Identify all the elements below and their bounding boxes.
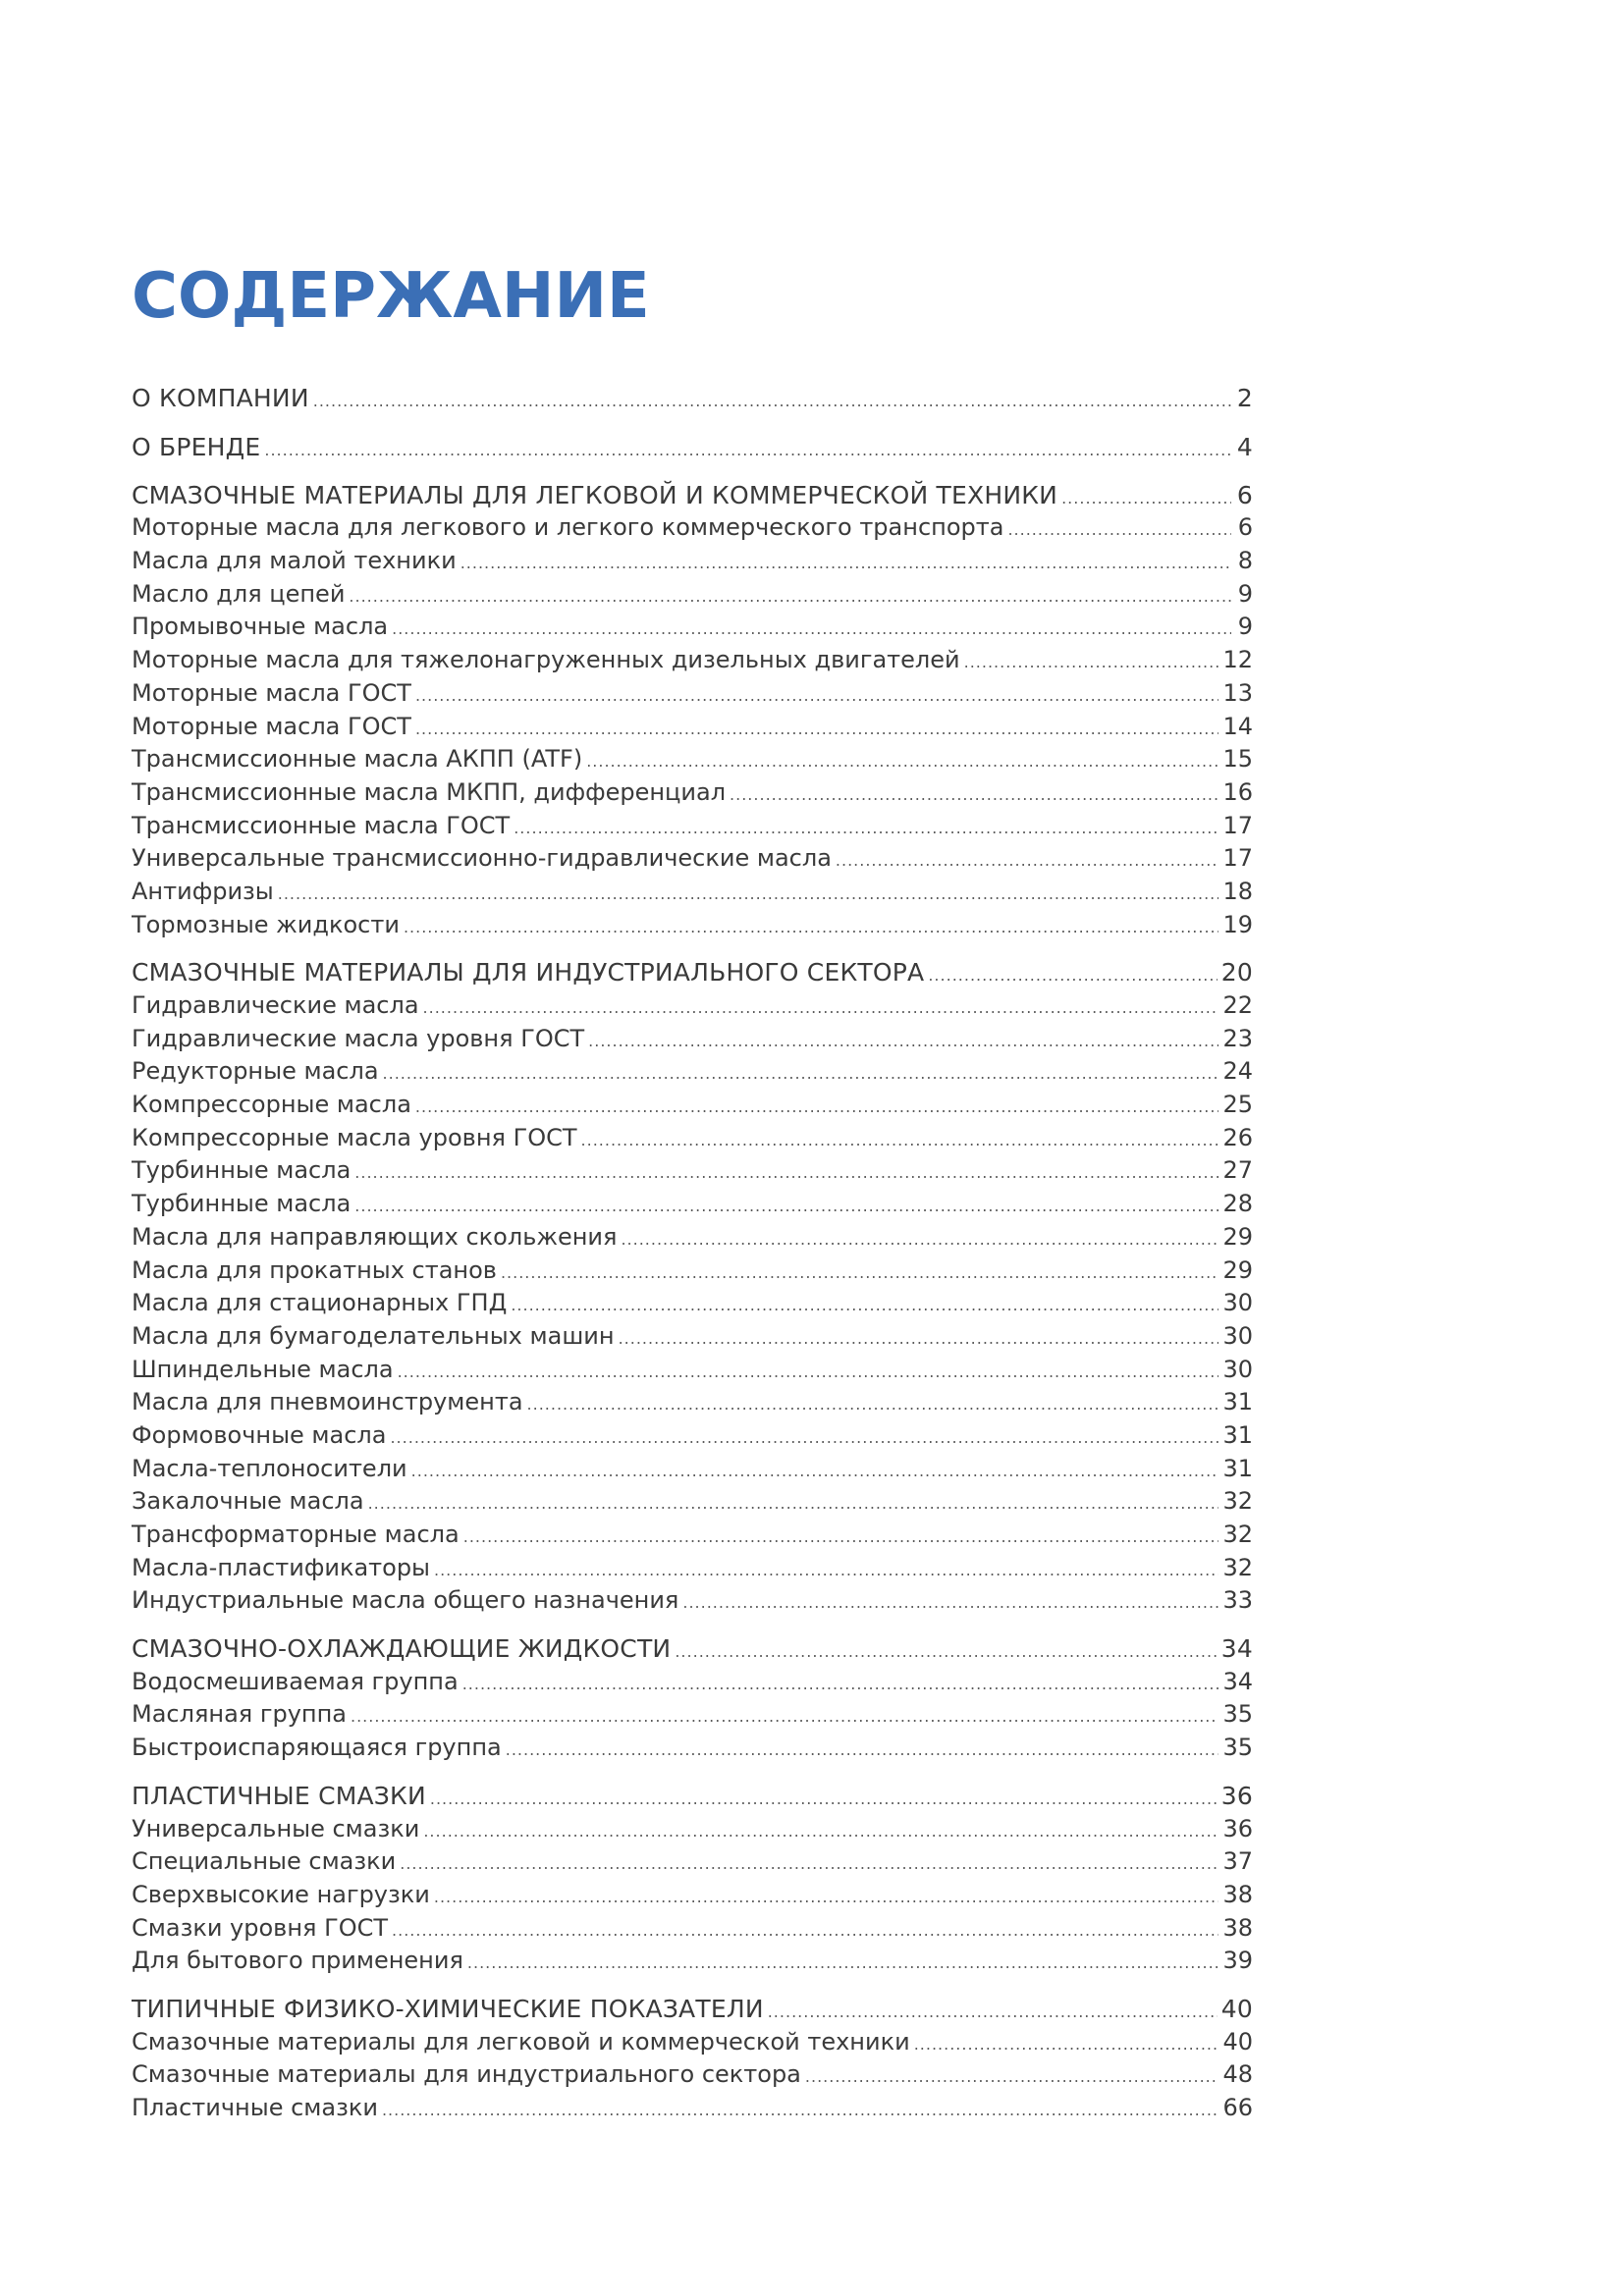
toc-page-number: 35 — [1222, 1700, 1253, 1729]
toc-item[interactable] — [132, 2092, 1253, 2125]
toc-section-industrial — [132, 956, 1253, 1618]
toc-item[interactable] — [132, 1879, 1253, 1912]
toc-item-label: Универсальные смазки — [132, 1814, 420, 1842]
dot-leader — [588, 1023, 1218, 1058]
toc-page-number: 6 — [1237, 513, 1253, 542]
toc-item[interactable] — [132, 611, 1253, 644]
toc-page-number: 6 — [1236, 480, 1253, 509]
toc-item-label: Турбинные масла — [132, 1156, 352, 1185]
dot-leader — [514, 810, 1218, 845]
toc-item-label: Масло для цепей — [132, 579, 346, 608]
toc-page-number: 31 — [1222, 1388, 1253, 1416]
toc-section-brand — [132, 431, 1253, 464]
dot-leader — [430, 1780, 1218, 1816]
toc-item-label: Масла для стационарных ГПД — [132, 1289, 508, 1317]
toc-page-number: 20 — [1220, 958, 1253, 988]
toc-page-number: 12 — [1222, 646, 1253, 674]
toc-item-label: Быстроиспаряющаяся группа — [132, 1734, 502, 1762]
dot-leader — [415, 711, 1219, 746]
toc-item[interactable] — [132, 1055, 1253, 1089]
toc-item-label: Моторные масла для тяжелонагруженных дизельных двигателей — [132, 646, 960, 674]
toc-item[interactable] — [132, 1354, 1253, 1387]
toc-page-number: 31 — [1222, 1454, 1253, 1482]
toc-page-number: 40 — [1220, 1994, 1253, 2023]
toc-item[interactable] — [132, 1485, 1253, 1519]
toc-page-number: 26 — [1222, 1123, 1253, 1151]
toc-section-automotive — [132, 479, 1253, 942]
dot-leader — [392, 1912, 1218, 1948]
dot-leader — [423, 989, 1219, 1025]
dot-leader — [836, 842, 1219, 878]
dot-leader — [581, 1122, 1219, 1157]
dot-leader — [463, 1519, 1219, 1554]
dot-leader — [768, 1993, 1218, 2029]
toc-item-label: Водосмешиваемая группа — [132, 1667, 459, 1695]
dot-leader — [404, 909, 1219, 944]
toc-heading[interactable] — [132, 381, 1253, 416]
toc-page-number: 9 — [1237, 613, 1253, 641]
toc-item[interactable] — [132, 1945, 1253, 1978]
toc-item-label: Смазки уровня ГОСТ — [132, 1913, 389, 1942]
toc-page-number: 25 — [1222, 1091, 1253, 1119]
toc-item[interactable] — [132, 2026, 1253, 2059]
toc-item-label: Масла для пневмоинструмента — [132, 1388, 523, 1416]
table-of-contents — [132, 381, 1253, 2125]
dot-leader — [675, 1632, 1217, 1669]
toc-item[interactable] — [132, 1912, 1253, 1946]
toc-item-label: Гидравлические масла — [132, 991, 419, 1019]
toc-heading-label: О БРЕНДЕ — [132, 433, 261, 461]
toc-item-label: Моторные масла для легкового и легкого коммерческого транспорта — [132, 513, 1004, 542]
toc-page-number: 37 — [1222, 1847, 1253, 1876]
toc-item-label: Турбинные масла — [132, 1190, 352, 1218]
toc-page-number: 39 — [1222, 1947, 1253, 1975]
toc-item-label: Масляная группа — [132, 1700, 347, 1729]
dot-leader — [423, 1813, 1218, 1848]
dot-leader — [313, 381, 1231, 419]
toc-item-label: Компрессорные масла — [132, 1091, 411, 1119]
dot-leader — [434, 1879, 1219, 1914]
toc-heading[interactable] — [132, 1632, 1253, 1666]
toc-page-number: 19 — [1222, 910, 1253, 938]
dot-leader — [278, 876, 1219, 911]
toc-page-number: 8 — [1237, 547, 1253, 575]
toc-item[interactable] — [132, 1552, 1253, 1585]
toc-page-number: 38 — [1222, 1880, 1253, 1908]
toc-item-label: Масла-теплоносители — [132, 1454, 407, 1482]
toc-page-number: 18 — [1222, 877, 1253, 905]
toc-page-number: 29 — [1222, 1255, 1253, 1284]
toc-item[interactable] — [132, 1154, 1253, 1188]
toc-item-label: Индустриальные масла общего назначения — [132, 1586, 679, 1615]
toc-page-number: 32 — [1222, 1487, 1253, 1516]
toc-page-number: 24 — [1222, 1057, 1253, 1086]
toc-item[interactable] — [132, 2058, 1253, 2092]
toc-page-number: 66 — [1222, 2094, 1253, 2121]
dot-leader — [914, 2026, 1219, 2061]
toc-item-label: Масла для бумагоделательных машин — [132, 1321, 615, 1350]
dot-leader — [392, 611, 1231, 646]
toc-page-number: 28 — [1222, 1190, 1253, 1218]
dot-leader — [501, 1255, 1219, 1290]
toc-item[interactable] — [132, 1221, 1253, 1255]
toc-item[interactable] — [132, 1255, 1253, 1288]
dot-leader — [730, 776, 1218, 812]
toc-item-label: Смазочные материалы для легковой и коммерческой техники — [132, 2027, 910, 2056]
toc-page-number: 38 — [1222, 1913, 1253, 1942]
dot-leader — [383, 1055, 1219, 1091]
toc-item-label: Шпиндельные масла — [132, 1355, 394, 1383]
dot-leader — [264, 431, 1231, 467]
toc-section-greases — [132, 1780, 1253, 1978]
toc-item[interactable] — [132, 810, 1253, 843]
toc-item[interactable] — [132, 1320, 1253, 1354]
dot-leader — [462, 1666, 1219, 1701]
toc-page-number: 17 — [1222, 844, 1253, 873]
dot-leader — [398, 1354, 1219, 1389]
toc-item-label: Редукторные масла — [132, 1057, 379, 1086]
toc-item-label: Для бытового применения — [132, 1947, 463, 1975]
toc-page-number: 35 — [1222, 1734, 1253, 1762]
toc-item-label: Промывочные масла — [132, 613, 389, 641]
toc-item-label: Гидравлические масла уровня ГОСТ — [132, 1024, 585, 1052]
toc-item[interactable] — [132, 909, 1253, 942]
toc-page-number: 36 — [1222, 1814, 1253, 1842]
dot-leader — [349, 578, 1231, 614]
dot-leader — [527, 1386, 1219, 1421]
toc-item[interactable] — [132, 1732, 1253, 1765]
toc-heading-label: СМАЗОЧНЫЕ МАТЕРИАЛЫ ДЛЯ ИНДУСТРИАЛЬНОГО СЕКТОРА — [132, 958, 925, 988]
toc-item[interactable] — [132, 1188, 1253, 1221]
dot-leader — [621, 1221, 1218, 1256]
toc-item[interactable] — [132, 1584, 1253, 1618]
toc-item-label: Трансмиссионные масла ГОСТ — [132, 811, 511, 839]
dot-leader — [382, 2092, 1219, 2127]
toc-item-label: Формовочные масла — [132, 1420, 387, 1449]
dot-leader — [415, 1089, 1219, 1124]
dot-leader — [586, 743, 1218, 778]
toc-item[interactable] — [132, 578, 1253, 612]
toc-item[interactable] — [132, 1089, 1253, 1122]
toc-page-number: 22 — [1222, 991, 1253, 1019]
toc-page-number: 17 — [1222, 811, 1253, 839]
toc-page-number: 13 — [1222, 678, 1253, 707]
toc-item[interactable] — [132, 876, 1253, 909]
toc-heading[interactable] — [132, 479, 1253, 512]
toc-item[interactable] — [132, 1023, 1253, 1056]
toc-item[interactable] — [132, 1813, 1253, 1846]
toc-page-number: 48 — [1222, 2060, 1253, 2089]
toc-item[interactable] — [132, 1666, 1253, 1699]
toc-item-label: Трансмиссионные масла АКПП (ATF) — [132, 745, 583, 774]
toc-item[interactable] — [132, 511, 1253, 545]
toc-item-label: Масла для малой техники — [132, 547, 457, 575]
toc-item-label: Пластичные смазки — [132, 2094, 378, 2121]
toc-item-label: Трансформаторные масла — [132, 1521, 460, 1548]
toc-page-number: 23 — [1222, 1024, 1253, 1052]
toc-page-number: 16 — [1222, 777, 1253, 806]
toc-item-label: Масла для прокатных станов — [132, 1255, 497, 1284]
dot-leader — [354, 1188, 1218, 1223]
dot-leader — [511, 1287, 1218, 1322]
toc-item[interactable] — [132, 1453, 1253, 1486]
dot-leader — [415, 677, 1219, 713]
toc-page-number: 36 — [1220, 1781, 1253, 1810]
toc-item-label: Сверхвысокие нагрузки — [132, 1880, 430, 1908]
toc-page-number: 2 — [1236, 384, 1253, 412]
toc-item[interactable] — [132, 1845, 1253, 1879]
dot-leader — [411, 1453, 1219, 1488]
toc-heading[interactable] — [132, 1780, 1253, 1813]
dot-leader — [400, 1845, 1218, 1881]
dot-leader — [460, 545, 1231, 580]
dot-leader — [354, 1154, 1218, 1190]
toc-page-number: 30 — [1222, 1289, 1253, 1317]
dot-leader — [368, 1485, 1219, 1521]
dot-leader — [619, 1320, 1219, 1356]
dot-leader — [928, 956, 1217, 992]
toc-page-number: 4 — [1236, 433, 1253, 461]
toc-item-label: Антифризы — [132, 877, 274, 905]
dot-leader — [682, 1584, 1218, 1620]
dot-leader — [964, 644, 1219, 679]
toc-heading[interactable] — [132, 431, 1253, 464]
toc-item-label: Универсальные трансмиссионно-гидравлические масла — [132, 844, 832, 873]
toc-item-label: Масла-пластификаторы — [132, 1553, 430, 1581]
toc-heading-label: ПЛАСТИЧНЫЕ СМАЗКИ — [132, 1781, 426, 1810]
toc-item-label: Специальные смазки — [132, 1847, 397, 1876]
toc-heading[interactable] — [132, 1993, 1253, 2026]
toc-page-number: 34 — [1222, 1667, 1253, 1695]
toc-item[interactable] — [132, 743, 1253, 776]
toc-page-number: 27 — [1222, 1156, 1253, 1185]
page-title: СОДЕРЖАНИЕ — [132, 260, 650, 333]
toc-page-number: 34 — [1220, 1634, 1253, 1664]
toc-heading-label: СМАЗОЧНЫЕ МАТЕРИАЛЫ ДЛЯ ЛЕГКОВОЙ И КОММЕРЧЕСКОЙ ТЕХНИКИ — [132, 480, 1058, 509]
toc-page-number: 9 — [1237, 579, 1253, 608]
toc-page-number: 29 — [1222, 1222, 1253, 1251]
toc-page-number: 33 — [1222, 1586, 1253, 1615]
toc-item-label: Компрессорные масла уровня ГОСТ — [132, 1123, 577, 1151]
toc-page-number: 31 — [1222, 1420, 1253, 1449]
dot-leader — [351, 1698, 1218, 1734]
toc-item-label: Моторные масла ГОСТ — [132, 712, 411, 740]
toc-item[interactable] — [132, 644, 1253, 677]
toc-item[interactable] — [132, 545, 1253, 578]
toc-item-label: Трансмиссионные масла МКПП, дифференциал — [132, 777, 727, 806]
dot-leader — [390, 1419, 1218, 1455]
toc-section-company — [132, 381, 1253, 416]
toc-item-label: Смазочные материалы для индустриального сектора — [132, 2060, 801, 2089]
toc-item-label: Масла для направляющих скольжения — [132, 1222, 618, 1251]
toc-page-number: 30 — [1222, 1321, 1253, 1350]
toc-heading-label: СМАЗОЧНО-ОХЛАЖДАЮЩИЕ ЖИДКОСТИ — [132, 1634, 672, 1664]
toc-item[interactable] — [132, 1122, 1253, 1155]
toc-page-number: 15 — [1222, 745, 1253, 774]
toc-heading-label: О КОМПАНИИ — [132, 384, 309, 412]
dot-leader — [1061, 479, 1231, 515]
toc-item-label: Тормозные жидкости — [132, 910, 400, 938]
dot-leader — [805, 2058, 1219, 2094]
dot-leader — [434, 1552, 1218, 1587]
toc-heading-label: ТИПИЧНЫЕ ФИЗИКО-ХИМИЧЕСКИЕ ПОКАЗАТЕЛИ — [132, 1994, 764, 2023]
dot-leader — [467, 1945, 1219, 1980]
dot-leader — [1007, 511, 1231, 547]
toc-section-properties — [132, 1993, 1253, 2125]
toc-item[interactable] — [132, 1419, 1253, 1453]
toc-item[interactable] — [132, 711, 1253, 744]
toc-item[interactable] — [132, 776, 1253, 810]
toc-item[interactable] — [132, 1519, 1253, 1552]
toc-item[interactable] — [132, 842, 1253, 876]
toc-item[interactable] — [132, 1287, 1253, 1320]
toc-item-label: Моторные масла ГОСТ — [132, 678, 411, 707]
toc-item[interactable] — [132, 1698, 1253, 1732]
toc-item-label: Закалочные масла — [132, 1487, 364, 1516]
toc-item[interactable] — [132, 989, 1253, 1023]
toc-item[interactable] — [132, 1386, 1253, 1419]
toc-page-number: 40 — [1222, 2027, 1253, 2056]
toc-page-number: 30 — [1222, 1355, 1253, 1383]
toc-section-coolants — [132, 1632, 1253, 1765]
toc-page-number: 32 — [1222, 1521, 1253, 1548]
dot-leader — [506, 1732, 1219, 1767]
toc-page-number: 32 — [1222, 1553, 1253, 1581]
toc-heading[interactable] — [132, 956, 1253, 989]
toc-item[interactable] — [132, 677, 1253, 711]
toc-page-number: 14 — [1222, 712, 1253, 740]
